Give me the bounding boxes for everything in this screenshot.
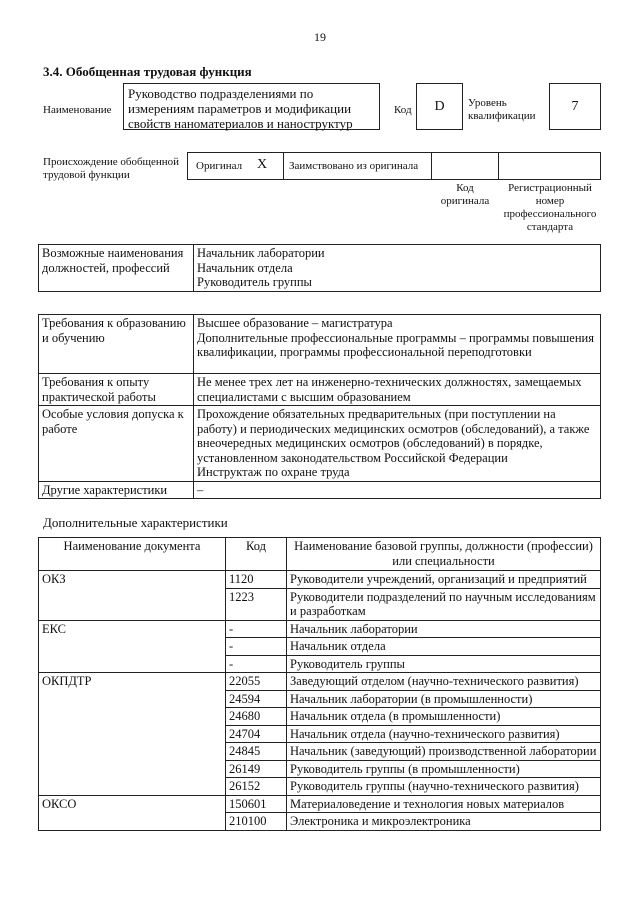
req-value-line: Инструктаж по охране труда bbox=[197, 465, 350, 479]
position-item: Руководитель группы bbox=[197, 275, 312, 289]
req-value bbox=[194, 374, 601, 406]
row-name: Начальник отдела bbox=[287, 638, 601, 656]
row-code: 150601 bbox=[226, 795, 287, 813]
additional-title: Дополнительные характеристики bbox=[43, 515, 228, 530]
row-name: Начальник лаборатории (в промышленности) bbox=[287, 690, 601, 708]
req-value bbox=[194, 315, 601, 374]
row-code: 1223 bbox=[226, 588, 287, 620]
code-label: Код bbox=[394, 104, 412, 116]
table-row bbox=[39, 571, 601, 589]
doc-name: ЕКС bbox=[39, 620, 226, 673]
row-code: 24704 bbox=[226, 725, 287, 743]
header-name: Наименование базовой группы, должности (профессии) или специальности bbox=[287, 538, 601, 571]
function-name: Руководство подразделениями по измерениям параметров и модификации свойств наноматериалов и наноструктур bbox=[128, 86, 353, 131]
req-value-line: Высшее образование – магистратура bbox=[197, 316, 393, 330]
doc-name: ОКПДТР bbox=[39, 673, 226, 796]
code-original-caption: Код оригинала bbox=[440, 182, 490, 207]
row-code: - bbox=[226, 655, 287, 673]
positions-values bbox=[194, 245, 601, 292]
original-mark: X bbox=[257, 157, 268, 172]
doc-name: ОКЗ bbox=[39, 571, 226, 621]
req-value-line: Прохождение обязательных предварительных (при поступлении на работу) и периодических медицинских осмотров (обследований), а также внеочередных медицинских осмотров (обследований) в порядке, установленном законодательством Российской Федерации bbox=[197, 407, 590, 465]
origin-divider-1 bbox=[283, 152, 284, 180]
level-label: Уровень квалификации bbox=[468, 97, 536, 122]
row-name: Руководитель группы (в промышленности) bbox=[287, 760, 601, 778]
positions-table bbox=[38, 244, 601, 292]
reg-number-caption: Регистрационный номер профессионального стандарта bbox=[503, 182, 597, 233]
req-value-line: Не менее трех лет на инженерно-технических должностях, замещаемых специалистами с высшим образованием bbox=[197, 375, 582, 404]
row-code: 24680 bbox=[226, 708, 287, 726]
req-label: Другие характеристики bbox=[39, 481, 194, 499]
code-value: D bbox=[416, 83, 463, 130]
table-row bbox=[39, 795, 601, 813]
position-item: Начальник лаборатории bbox=[197, 246, 325, 260]
header-document: Наименование документа bbox=[39, 538, 226, 571]
row-name: Начальник отдела (научно-технического развития) bbox=[287, 725, 601, 743]
req-value bbox=[194, 406, 601, 482]
level-value: 7 bbox=[549, 83, 601, 130]
row-name: Электроника и микроэлектроника bbox=[287, 813, 601, 831]
row-code: - bbox=[226, 638, 287, 656]
origin-divider-2 bbox=[431, 152, 432, 180]
row-code: 22055 bbox=[226, 673, 287, 691]
row-name: Начальник лаборатории bbox=[287, 620, 601, 638]
position-item: Начальник отдела bbox=[197, 260, 293, 275]
req-label: Требования к образованию и обучению bbox=[39, 315, 194, 374]
name-label: Наименование bbox=[43, 104, 112, 116]
additional-table bbox=[38, 537, 601, 831]
row-code: 26149 bbox=[226, 760, 287, 778]
table-row bbox=[39, 673, 601, 691]
row-name: Руководители подразделений по научным исследованиям и разработкам bbox=[287, 588, 601, 620]
row-name: Заведующий отделом (научно-технического развития) bbox=[287, 673, 601, 691]
row-code: 210100 bbox=[226, 813, 287, 831]
row-name: Руководитель группы bbox=[287, 655, 601, 673]
req-value bbox=[194, 481, 601, 499]
function-name-box bbox=[123, 83, 380, 130]
row-name: Начальник (заведующий) производственной лаборатории bbox=[287, 743, 601, 761]
origin-label: Происхождение обобщенной трудовой функции bbox=[43, 156, 180, 181]
req-value-line: Дополнительные профессиональные программы – программы повышения квалификации, программы профессиональной переподготовки bbox=[197, 330, 594, 359]
row-name: Начальник отдела (в промышленности) bbox=[287, 708, 601, 726]
section-title: 3.4. Обобщенная трудовая функция bbox=[43, 64, 252, 79]
borrowed-label: Заимствовано из оригинала bbox=[289, 160, 419, 172]
row-code: 24845 bbox=[226, 743, 287, 761]
row-name: Руководители учреждений, организаций и предприятий bbox=[287, 571, 601, 589]
req-label: Требования к опыту практической работы bbox=[39, 374, 194, 406]
row-code: 1120 bbox=[226, 571, 287, 589]
doc-name: ОКСО bbox=[39, 795, 226, 830]
row-name: Руководитель группы (научно-технического развития) bbox=[287, 778, 601, 796]
origin-divider-3 bbox=[498, 152, 499, 180]
row-code: 24594 bbox=[226, 690, 287, 708]
row-code: 26152 bbox=[226, 778, 287, 796]
row-name: Материаловедение и технология новых материалов bbox=[287, 795, 601, 813]
table-row bbox=[39, 620, 601, 638]
req-value-line: – bbox=[197, 482, 204, 497]
row-code: - bbox=[226, 620, 287, 638]
page-number: 19 bbox=[314, 30, 326, 44]
header-code: Код bbox=[226, 538, 287, 571]
req-label: Особые условия допуска к работе bbox=[39, 406, 194, 482]
positions-label: Возможные наименования должностей, профессий bbox=[39, 245, 194, 292]
original-label: Оригинал bbox=[196, 160, 243, 172]
requirements-table bbox=[38, 314, 601, 499]
